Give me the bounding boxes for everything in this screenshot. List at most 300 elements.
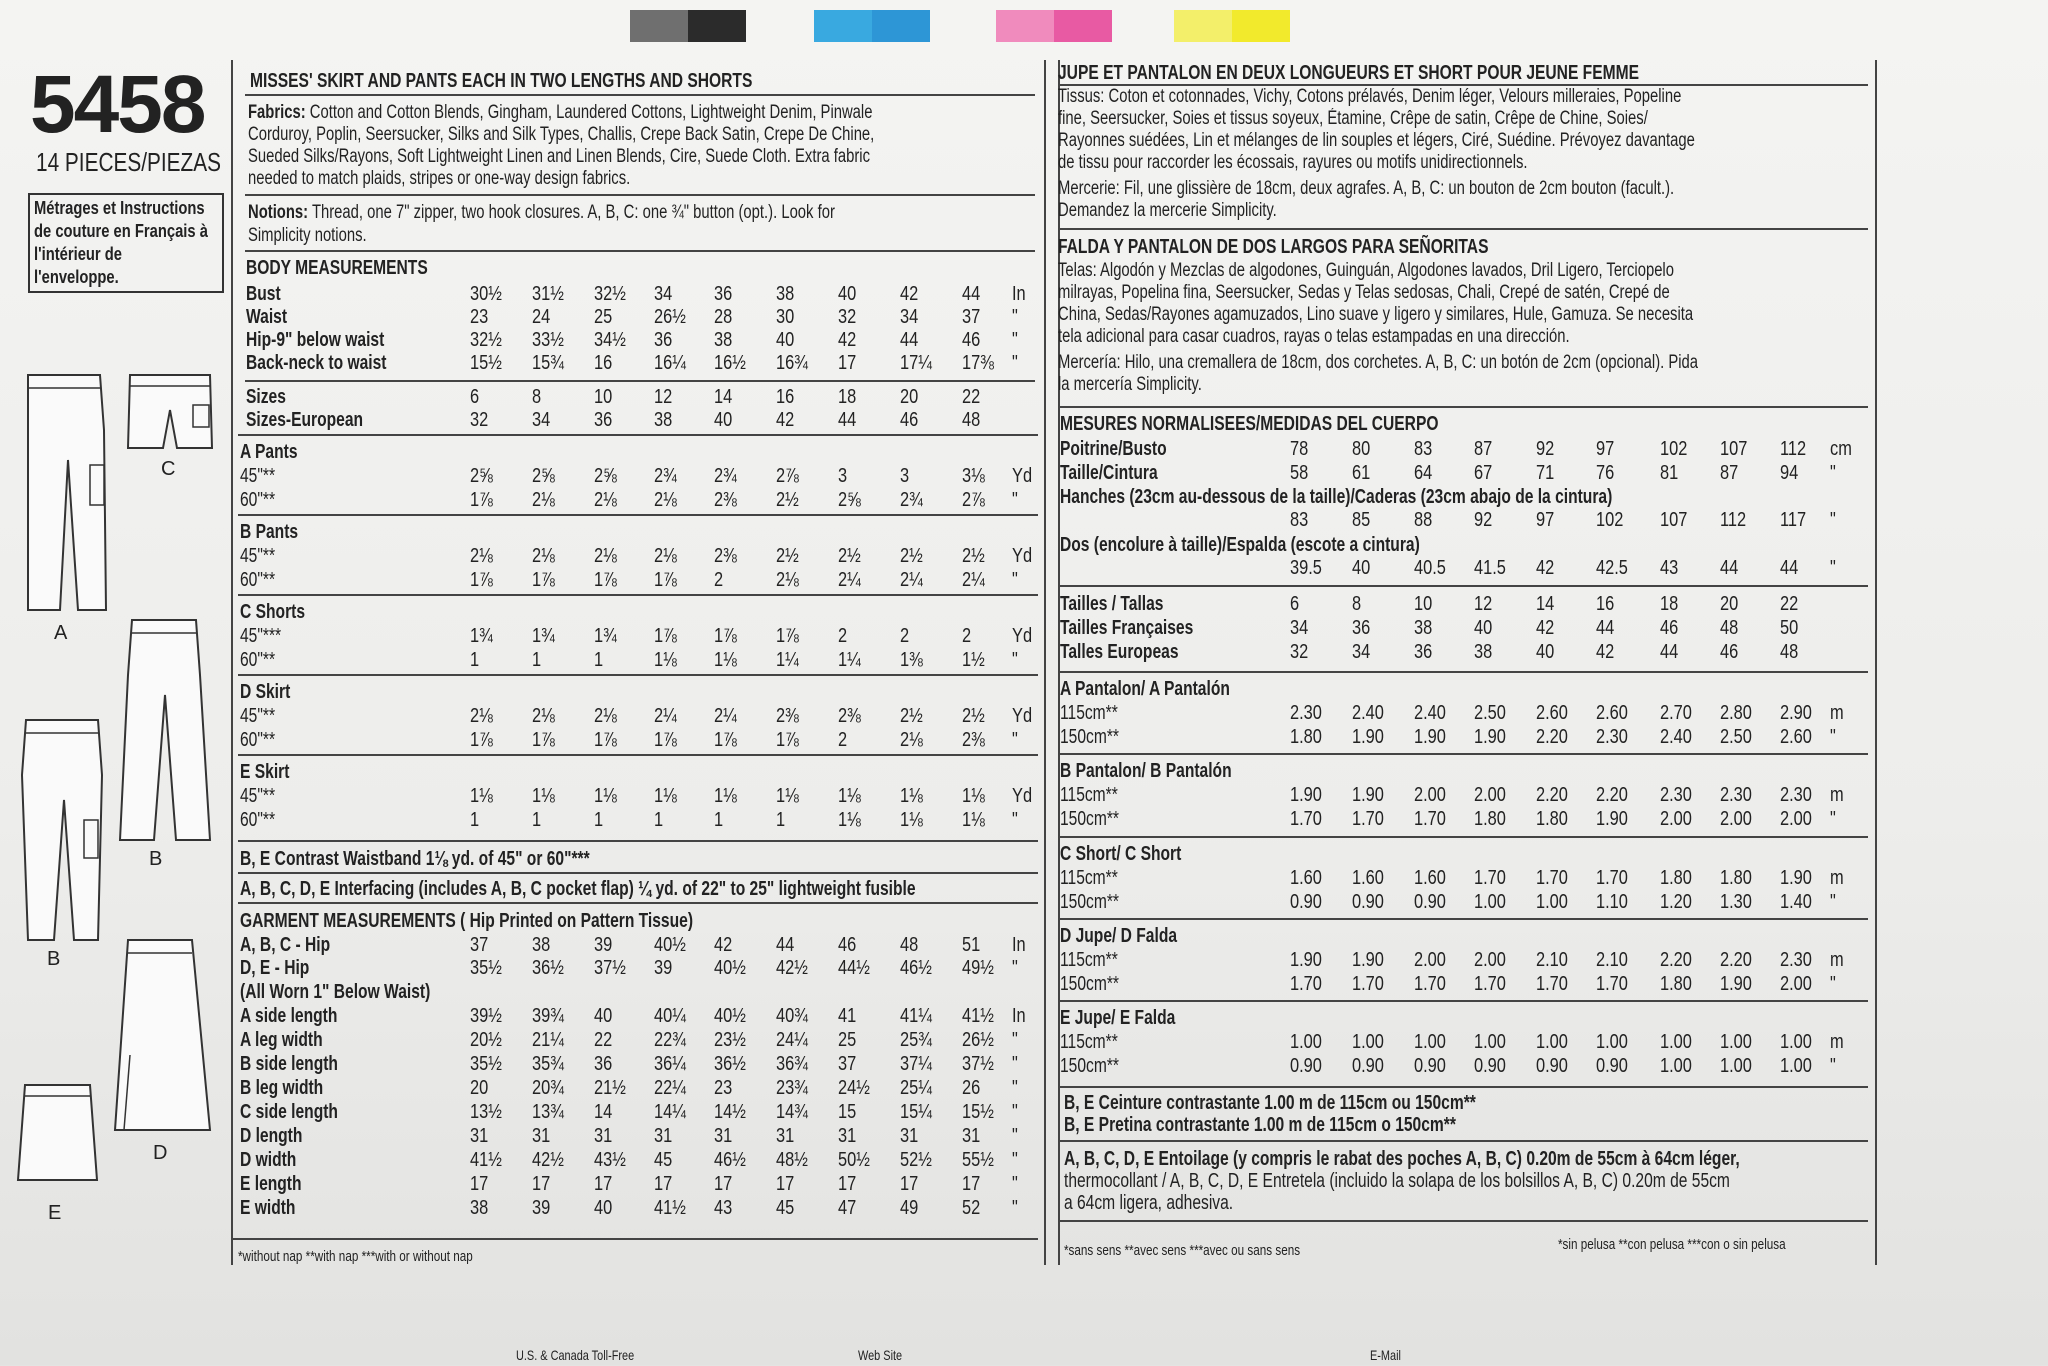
sketch-shorts-c: [125, 370, 215, 455]
french-instructions-note: [28, 193, 224, 293]
unit-label: In: [1012, 934, 1026, 956]
cell-value: 40: [1352, 557, 1371, 579]
sketch-skirt-d: [110, 935, 215, 1135]
cell-value: 21½: [594, 1077, 626, 1099]
cell-value: 2⅛: [594, 489, 617, 511]
sketch-label-b: B: [149, 848, 163, 870]
row-label: D length: [240, 1125, 303, 1147]
waistband-line: B, E Contrast Waistband 1⅛ yd. of 45" or 60"***: [240, 848, 590, 870]
cell-value: 40.5: [1414, 557, 1446, 579]
notions-label: Notions:: [248, 202, 309, 223]
row-label: C side length: [240, 1101, 338, 1123]
french-note-line: de couture en Français à: [34, 221, 208, 241]
cell-value: 1⅜: [900, 649, 923, 671]
cell-value: 2⅛: [776, 569, 799, 591]
cell-value: 36: [594, 409, 613, 431]
fabrics-line: needed to match plaids, stripes or one-way design fabrics.: [248, 168, 631, 189]
unit-label: ": [1012, 1101, 1018, 1123]
cell-value: 2.20: [1720, 949, 1752, 971]
cell-value: 37: [962, 306, 981, 328]
cell-value: 0.90: [1596, 1055, 1628, 1077]
sketch-label-c: C: [161, 458, 176, 480]
unit-label: ": [1012, 809, 1018, 831]
cell-value: 92: [1474, 509, 1493, 531]
cell-value: 24: [532, 306, 551, 328]
cell-value: 17¼: [900, 352, 932, 374]
cell-value: 6: [470, 386, 480, 408]
cell-value: 1.00: [1536, 891, 1568, 913]
cell-value: 52: [962, 1197, 981, 1219]
cell-value: 2.90: [1780, 702, 1812, 724]
cell-value: 32: [838, 306, 857, 328]
web-site-label: Web Site: [858, 1347, 903, 1363]
unit-label: ": [1830, 726, 1836, 748]
tissus-line: Rayonnes suédées, Lin et mélanges de lin souples et légers, Ciré, Suédine. Prévoyez davantage: [1058, 130, 1695, 151]
cell-value: 2½: [776, 489, 799, 511]
view-label: A Pantalon/ A Pantalón: [1060, 678, 1230, 700]
cell-value: 16½: [714, 352, 746, 374]
unit-label: cm: [1830, 438, 1852, 460]
cell-value: 76: [1596, 462, 1615, 484]
cell-value: 25: [838, 1029, 857, 1051]
cell-value: 46: [838, 934, 857, 956]
view-label: B Pants: [240, 521, 299, 543]
cell-value: 2.70: [1660, 702, 1692, 724]
cell-value: 1⅞: [776, 625, 799, 647]
cell-value: 34½: [594, 329, 626, 351]
french-note-line: l'enveloppe.: [34, 267, 119, 287]
divider: [1058, 1086, 1868, 1088]
cell-value: 2.50: [1720, 726, 1752, 748]
unit-label: ": [1830, 509, 1836, 531]
cell-value: 1.90: [1290, 949, 1322, 971]
cell-value: 1⅞: [532, 729, 555, 751]
cell-value: 1.00: [1414, 1031, 1446, 1053]
cell-value: 48: [1780, 641, 1799, 663]
cell-value: 1⅞: [776, 729, 799, 751]
entoilage-line: thermocollant / A, B, C, D, E Entretela (incluido la solapa de los bolsillos A, B, C) 0.20m de 55cm: [1064, 1170, 1730, 1192]
email-label: E-Mail: [1370, 1347, 1401, 1363]
cell-value: 2⅞: [962, 489, 985, 511]
fabrics-line: Corduroy, Poplin, Seersucker, Silks and Silk Types, Challis, Crepe Back Satin, Crepe De Chine,: [248, 124, 875, 145]
color-swatch: [996, 10, 1054, 42]
row-label: 60"**: [240, 569, 276, 591]
cell-value: 45: [776, 1197, 795, 1219]
cell-value: 39.5: [1290, 557, 1322, 579]
divider: [238, 434, 1038, 436]
cell-value: 18: [838, 386, 857, 408]
cell-value: 2⅛: [654, 489, 677, 511]
cell-value: 28: [714, 306, 733, 328]
telas-line: China, Sedas/Rayones agamuzados, Lino suave y ligero y similares, Hule, Gamuza. Se necesita: [1058, 304, 1694, 325]
cell-value: 1.90: [1352, 949, 1384, 971]
cell-value: 2.20: [1536, 726, 1568, 748]
unit-label: ": [1830, 1055, 1836, 1077]
merceria-line: la mercería Simplicity.: [1058, 374, 1202, 395]
row-label: 150cm**: [1060, 726, 1119, 748]
cell-value: 30: [776, 306, 795, 328]
cell-value: 44: [900, 329, 919, 351]
cell-value: 17: [776, 1173, 795, 1195]
unit-label: In: [1012, 283, 1026, 305]
divider: [1058, 406, 1868, 408]
cell-value: 10: [1414, 593, 1433, 615]
cell-value: 39: [654, 957, 673, 979]
cell-value: 33½: [532, 329, 564, 351]
telas-line: milrayas, Popelina fina, Seersucker, Sedas y Telas sedosas, Chali, Crepé de satén, Crepé de: [1058, 282, 1670, 303]
cell-value: 38: [776, 283, 795, 305]
cell-value: 0.90: [1536, 1055, 1568, 1077]
cell-value: 1.00: [1780, 1055, 1812, 1077]
cell-value: 1⅞: [654, 625, 677, 647]
cell-value: 1.40: [1780, 891, 1812, 913]
tissus-line: Tissus: Coton et cotonnades, Vichy, Cotons prélavés, Denim léger, Velours milleraies, Popeline: [1058, 86, 1682, 107]
cell-value: 15¾: [532, 352, 564, 374]
cell-value: 15½: [470, 352, 502, 374]
cell-value: 0.90: [1352, 1055, 1384, 1077]
row-label: D width: [240, 1149, 297, 1171]
cell-value: 36: [654, 329, 673, 351]
cell-value: 2.40: [1352, 702, 1384, 724]
cell-value: 22: [962, 386, 981, 408]
cell-value: 2⅜: [714, 545, 737, 567]
cell-value: 87: [1474, 438, 1493, 460]
cell-value: 1.70: [1596, 867, 1628, 889]
cell-value: 21¼: [532, 1029, 564, 1051]
cell-value: 1.00: [1720, 1031, 1752, 1053]
cell-value: 2: [838, 625, 848, 647]
cell-value: 1⅞: [714, 625, 737, 647]
cell-value: 1.70: [1474, 867, 1506, 889]
cell-value: 83: [1414, 438, 1433, 460]
cell-value: 48½: [776, 1149, 808, 1171]
divider: [238, 514, 1038, 516]
unit-label: ": [1830, 808, 1836, 830]
cell-value: 36½: [532, 957, 564, 979]
cell-value: 40: [838, 283, 857, 305]
cell-value: 55½: [962, 1149, 994, 1171]
cell-value: 17: [470, 1173, 489, 1195]
cell-value: 18: [1660, 593, 1679, 615]
cell-value: 1⅛: [714, 785, 737, 807]
cell-value: 31: [838, 1125, 857, 1147]
cell-value: 2.00: [1660, 808, 1692, 830]
cell-value: 37½: [962, 1053, 994, 1075]
cell-value: 12: [654, 386, 673, 408]
cell-value: 112: [1720, 509, 1747, 531]
cell-value: 1⅞: [654, 729, 677, 751]
cell-value: 2.00: [1720, 808, 1752, 830]
cell-value: 14¾: [776, 1101, 808, 1123]
view-label: C Short/ C Short: [1060, 843, 1182, 865]
divider: [1058, 671, 1868, 673]
cell-value: 17: [900, 1173, 919, 1195]
cell-value: 1⅛: [776, 785, 799, 807]
cell-value: 1⅞: [470, 729, 493, 751]
cell-value: 15: [838, 1101, 857, 1123]
garment-measurements-heading: GARMENT MEASUREMENTS ( Hip Printed on Pattern Tissue): [240, 910, 694, 932]
cell-value: 16¼: [654, 352, 686, 374]
divider: [245, 194, 1035, 196]
cell-value: 1.70: [1290, 973, 1322, 995]
row-label: Bust: [246, 283, 281, 305]
cell-value: 102: [1660, 438, 1688, 460]
row-label: 60"**: [240, 729, 276, 751]
row-label: Talles Europeas: [1060, 641, 1179, 663]
divider: [1058, 1140, 1868, 1142]
cell-value: 2.40: [1660, 726, 1692, 748]
sketch-skirt-e: [15, 1080, 100, 1185]
divider: [245, 94, 1035, 96]
row-label: A side length: [240, 1005, 338, 1027]
divider: [1058, 1220, 1868, 1222]
cell-value: 1⅛: [900, 809, 923, 831]
cell-value: 1.90: [1290, 784, 1322, 806]
cell-value: 2.30: [1780, 949, 1812, 971]
cell-value: 6: [1290, 593, 1300, 615]
row-label: E length: [240, 1173, 302, 1195]
toll-free-label: U.S. & Canada Toll-Free: [516, 1347, 635, 1363]
sketch-label-a: A: [54, 622, 68, 644]
cell-value: 0.90: [1414, 891, 1446, 913]
sketch-pants-b-cargo: [18, 715, 108, 945]
row-label: E width: [240, 1197, 296, 1219]
sketch-label-d: D: [153, 1142, 168, 1164]
cell-value: 2½: [900, 545, 923, 567]
cell-value: 1.90: [1780, 867, 1812, 889]
cell-value: 35½: [470, 1053, 502, 1075]
unit-label: ": [1012, 329, 1018, 351]
cell-value: 1.80: [1290, 726, 1322, 748]
row-label: B side length: [240, 1053, 338, 1075]
cell-value: 46: [962, 329, 981, 351]
cell-value: 2½: [838, 545, 861, 567]
row-label: 150cm**: [1060, 891, 1119, 913]
cell-value: 1.00: [1474, 1031, 1506, 1053]
cell-value: 42: [900, 283, 919, 305]
pretina-line: B, E Pretina contrastante 1.00 m de 115cm o 150cm**: [1064, 1114, 1456, 1136]
cell-value: 43: [1660, 557, 1679, 579]
cell-value: 46½: [714, 1149, 746, 1171]
cell-value: 42: [776, 409, 795, 431]
cell-value: 34: [1290, 617, 1309, 639]
cell-value: 2½: [962, 705, 985, 727]
notions-line: [248, 202, 835, 224]
color-swatch: [688, 10, 746, 42]
cell-value: 31: [594, 1125, 613, 1147]
cell-value: 1.90: [1474, 726, 1506, 748]
row-label: 45"***: [240, 625, 282, 647]
cell-value: 107: [1660, 509, 1688, 531]
cell-value: 42: [1536, 617, 1555, 639]
metric-heading: MESURES NORMALISEES/MEDIDAS DEL CUERPO: [1060, 413, 1439, 435]
cell-value: 40: [1474, 617, 1493, 639]
cell-value: 2.20: [1660, 949, 1692, 971]
cell-value: 1¼: [838, 649, 861, 671]
cell-value: 2¼: [714, 705, 737, 727]
unit-label: ": [1012, 1053, 1018, 1075]
cell-value: 1.30: [1720, 891, 1752, 913]
row-label: Hanches (23cm au-dessous de la taille)/Caderas (23cm abajo de la cintura): [1060, 486, 1613, 508]
cell-value: 14½: [714, 1101, 746, 1123]
cell-value: 2⅜: [714, 489, 737, 511]
cell-value: 2⅛: [470, 705, 493, 727]
spanish-title: FALDA Y PANTALON DE DOS LARGOS PARA SEÑORITAS: [1058, 236, 1489, 258]
cell-value: 1.00: [1290, 1031, 1322, 1053]
cell-value: 44: [776, 934, 795, 956]
divider: [232, 1238, 1038, 1240]
row-label: (All Worn 1" Below Waist): [240, 981, 431, 1003]
cell-value: 2⅛: [594, 545, 617, 567]
cell-value: 1.00: [1536, 1031, 1568, 1053]
cell-value: 13½: [470, 1101, 502, 1123]
cell-value: 2½: [776, 545, 799, 567]
unit-label: ": [1012, 1077, 1018, 1099]
cell-value: 1⅞: [470, 569, 493, 591]
cell-value: 0.90: [1414, 1055, 1446, 1077]
cell-value: 1.00: [1720, 1055, 1752, 1077]
contact-strip: [300, 1340, 2000, 1365]
view-label: E Jupe/ E Falda: [1060, 1007, 1176, 1029]
cell-value: 0.90: [1352, 891, 1384, 913]
row-label: A leg width: [240, 1029, 323, 1051]
cell-value: 1⅛: [714, 649, 737, 671]
cell-value: 3: [838, 465, 848, 487]
unit-label: ": [1012, 1197, 1018, 1219]
cell-value: 1⅞: [532, 569, 555, 591]
cell-value: 31: [900, 1125, 919, 1147]
cell-value: 34: [654, 283, 673, 305]
cell-value: 2.30: [1720, 784, 1752, 806]
row-label: 45"**: [240, 545, 276, 567]
cell-value: 1⅛: [594, 785, 617, 807]
cell-value: 44: [1720, 557, 1739, 579]
cell-value: 23: [470, 306, 489, 328]
cell-value: 1⅞: [714, 729, 737, 751]
cell-value: 41½: [654, 1197, 686, 1219]
row-label: 115cm**: [1060, 702, 1118, 724]
unit-label: ": [1012, 352, 1018, 374]
cell-value: 1.90: [1596, 808, 1628, 830]
cell-value: 2: [714, 569, 724, 591]
cell-value: 1¼: [776, 649, 799, 671]
cell-value: 36½: [714, 1053, 746, 1075]
cell-value: 1.80: [1474, 808, 1506, 830]
cell-value: 2¼: [962, 569, 985, 591]
unit-label: Yd: [1012, 545, 1033, 567]
cell-value: 1.70: [1352, 808, 1384, 830]
divider: [245, 380, 1035, 382]
cell-value: 37: [470, 934, 489, 956]
cell-value: 15½: [962, 1101, 994, 1123]
cell-value: 1½: [962, 649, 985, 671]
cell-value: 2.00: [1414, 949, 1446, 971]
cell-value: 36: [1352, 617, 1371, 639]
cell-value: 1.20: [1660, 891, 1692, 913]
row-label: Tailles / Tallas: [1060, 593, 1164, 615]
cell-value: 38: [1474, 641, 1493, 663]
cell-value: 40: [714, 409, 733, 431]
cell-value: 2¾: [714, 465, 737, 487]
cell-value: 2½: [962, 545, 985, 567]
cell-value: 1.90: [1352, 784, 1384, 806]
cell-value: 40: [594, 1197, 613, 1219]
fabrics-label: Fabrics:: [248, 102, 306, 123]
unit-label: ": [1012, 649, 1018, 671]
cell-value: 2⅝: [838, 489, 861, 511]
fabrics-text: Cotton and Cotton Blends, Gingham, Laundered Cottons, Lightweight Denim, Pinwale: [309, 102, 873, 123]
view-label: B Pantalon/ B Pantalón: [1060, 760, 1232, 782]
cell-value: 48: [1720, 617, 1739, 639]
cell-value: 22¼: [654, 1077, 686, 1099]
cell-value: 2¾: [654, 465, 677, 487]
english-title: MISSES' SKIRT AND PANTS EACH IN TWO LENGTHS AND SHORTS: [250, 70, 753, 92]
row-label: Hip-9" below waist: [246, 329, 385, 351]
cell-value: 16: [594, 352, 613, 374]
row-label: 115cm**: [1060, 949, 1118, 971]
cell-value: 0.90: [1474, 1055, 1506, 1077]
cell-value: 24½: [838, 1077, 870, 1099]
cell-value: 1: [532, 649, 542, 671]
cell-value: 26½: [962, 1029, 994, 1051]
cell-value: 25¼: [900, 1077, 932, 1099]
divider: [1058, 228, 1868, 230]
cell-value: 36: [1414, 641, 1433, 663]
divider: [238, 674, 1038, 676]
cell-value: 42: [1536, 557, 1555, 579]
cell-value: 44: [1780, 557, 1799, 579]
cell-value: 10: [594, 386, 613, 408]
merceria-line: Mercería: Hilo, una cremallera de 18cm, dos corchetes. A, B, C: un botón de 2cm (opcional). Pida: [1058, 352, 1699, 373]
ceinture-line: B, E Ceinture contrastante 1.00 m de 115cm ou 150cm**: [1064, 1092, 1476, 1114]
cell-value: 8: [532, 386, 542, 408]
cell-value: 30½: [470, 283, 502, 305]
divider: [1058, 753, 1868, 755]
cell-value: 16: [1596, 593, 1615, 615]
unit-label: m: [1830, 784, 1844, 806]
cell-value: 2.20: [1596, 784, 1628, 806]
cell-value: 40½: [714, 1005, 746, 1027]
cell-value: 20: [1720, 593, 1739, 615]
cell-value: 2.10: [1536, 949, 1568, 971]
cell-value: 2⅛: [532, 545, 555, 567]
cell-value: 26: [962, 1077, 981, 1099]
cell-value: 67: [1474, 462, 1493, 484]
cell-value: 1.90: [1414, 726, 1446, 748]
spanish-footnote: *sin pelusa **con pelusa ***con o sin pelusa: [1558, 1236, 1786, 1253]
cell-value: 107: [1720, 438, 1748, 460]
cell-value: 39¾: [532, 1005, 564, 1027]
unit-label: ": [1012, 729, 1018, 751]
cell-value: 44½: [838, 957, 870, 979]
row-label: 60"**: [240, 809, 276, 831]
unit-label: ": [1012, 306, 1018, 328]
cell-value: 88: [1414, 509, 1433, 531]
cell-value: 1¾: [532, 625, 555, 647]
fabrics-line: [248, 102, 872, 124]
cell-value: 40½: [654, 934, 686, 956]
unit-label: m: [1830, 949, 1844, 971]
cell-value: 2⅝: [532, 465, 555, 487]
cell-value: 1.70: [1414, 973, 1446, 995]
cell-value: 1.70: [1536, 867, 1568, 889]
cell-value: 37: [838, 1053, 857, 1075]
unit-label: ": [1830, 557, 1836, 579]
unit-label: Yd: [1012, 625, 1033, 647]
cell-value: 52½: [900, 1149, 932, 1171]
cell-value: 31: [714, 1125, 733, 1147]
view-label: C Shorts: [240, 601, 306, 623]
